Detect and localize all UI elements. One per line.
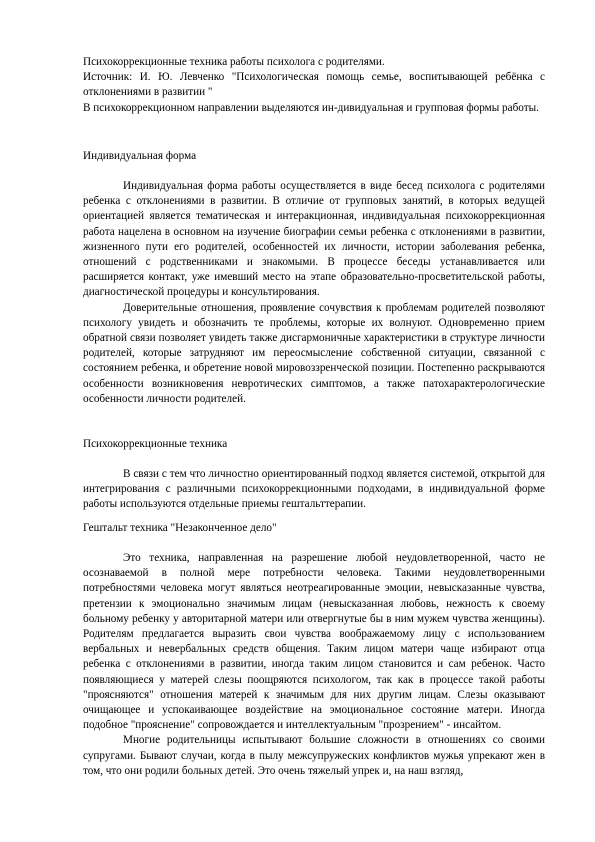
section-body-gestalt <box>83 551 545 779</box>
paragraph: Доверительные отношения, проявление сочувствия к проблемам родителей позволяют психологу увидеть и обозначить те проблемы, которые их волнуют. Одновременно прием обратной связи позволяет увидеть также дисгармоничные характеристики в структуре личности родителей, которые затрудняют им переосмысление собственной ситуации, связанной с состоянием ребенка, и обретение новой мировоззренческой позиции. Постепенно раскрываются особенности возникновения невротических симптомов, а также патохарактерологические особенности личности родителей. <box>83 301 545 405</box>
section-heading-gestalt: Гештальт техника "Незаконченное дело" <box>83 522 277 534</box>
source-citation: Источник: И. Ю. Левченко "Психологическая помощь семье, воспитывающей ребёнка с отклонениями в развитии " <box>83 71 545 99</box>
paragraph: Многие родительницы испытывают большие сложности в отношениях со своими супругами. Бывают случаи, когда в пылу межсупружеских конфликтов мужья упрекают жен в том, что они родили больных детей. Это очень тяжелый упрек и, на наш взгляд, <box>83 734 545 777</box>
section-heading-individual: Индивидуальная форма <box>83 150 197 162</box>
forms-statement: В психокоррекционном направлении выделяются ин-дивидуальная и групповая формы работы. <box>83 101 539 114</box>
section-body-techniques <box>83 467 545 513</box>
section-heading-techniques: Психокоррекционные техника <box>83 438 228 450</box>
paragraph: Индивидуальная форма работы осуществляется в виде бесед психолога с родителями ребенка с отклонениями в развитии. В отличие от групповых занятий, в которых ведущей ориентацией является тематическая и интеракционная, индивидуальная психокоррекционная работа нацелена в основном на изучение биографии семьи ребенка с отклонениями в развитии, жизненного пути его родителей, особенностей их личности, истории заболевания ребенка, отношений с родственниками и знакомыми. В процессе беседы устанавливается или расширяется контакт, уже имевший место на этапе образовательно-просветительской работы, диагностической процедуры и консультирования. <box>83 180 545 299</box>
paragraph: В связи с тем что личностно ориентированный подход является системой, открытой для интегрирования с различными психокоррекционными подходами, в индивидуальной форме работы используются отдельные приемы гештальттерапии. <box>83 468 545 511</box>
paragraph: Это техника, направленная на разрешение любой неудовлетворенной, часто не осознаваемой в полной мере потребности человека. Такими неудовлетворенными потребностями человека могут являться неотреагированные эмоции, невысказанные чувства, претензии к эмоционально значимым лицам (невысказанная любовь, нежность к своему больному ребенку у авторитарной матери или отвергнутые бы в ним мужем чувства женщины). Родителям предлагается выразить свои чувства воображаемому лицу с использованием вербальных и невербальных средств общения. Таким лицом матери чаще избирают отца ребенка с отклонениями в развитии, иногда таким лицом становится и сам ребенок. Часто появляющиеся у матерей слезы поощряются психологом, так как в процессе такой работы "проясняются" отношения матерей к значимым для них другим лицам. Слезы оказывают очищающее и успокаивающее воздействие на эмоциональное состояние матери. Иногда подобное "прояснение" сопровождается и интеллектуальным "прозрением" - инсайтом. <box>83 552 545 732</box>
intro-block <box>83 55 545 116</box>
document-title: Психокоррекционные техника работы психолога с родителями. <box>83 56 385 68</box>
section-body-individual <box>83 179 545 407</box>
